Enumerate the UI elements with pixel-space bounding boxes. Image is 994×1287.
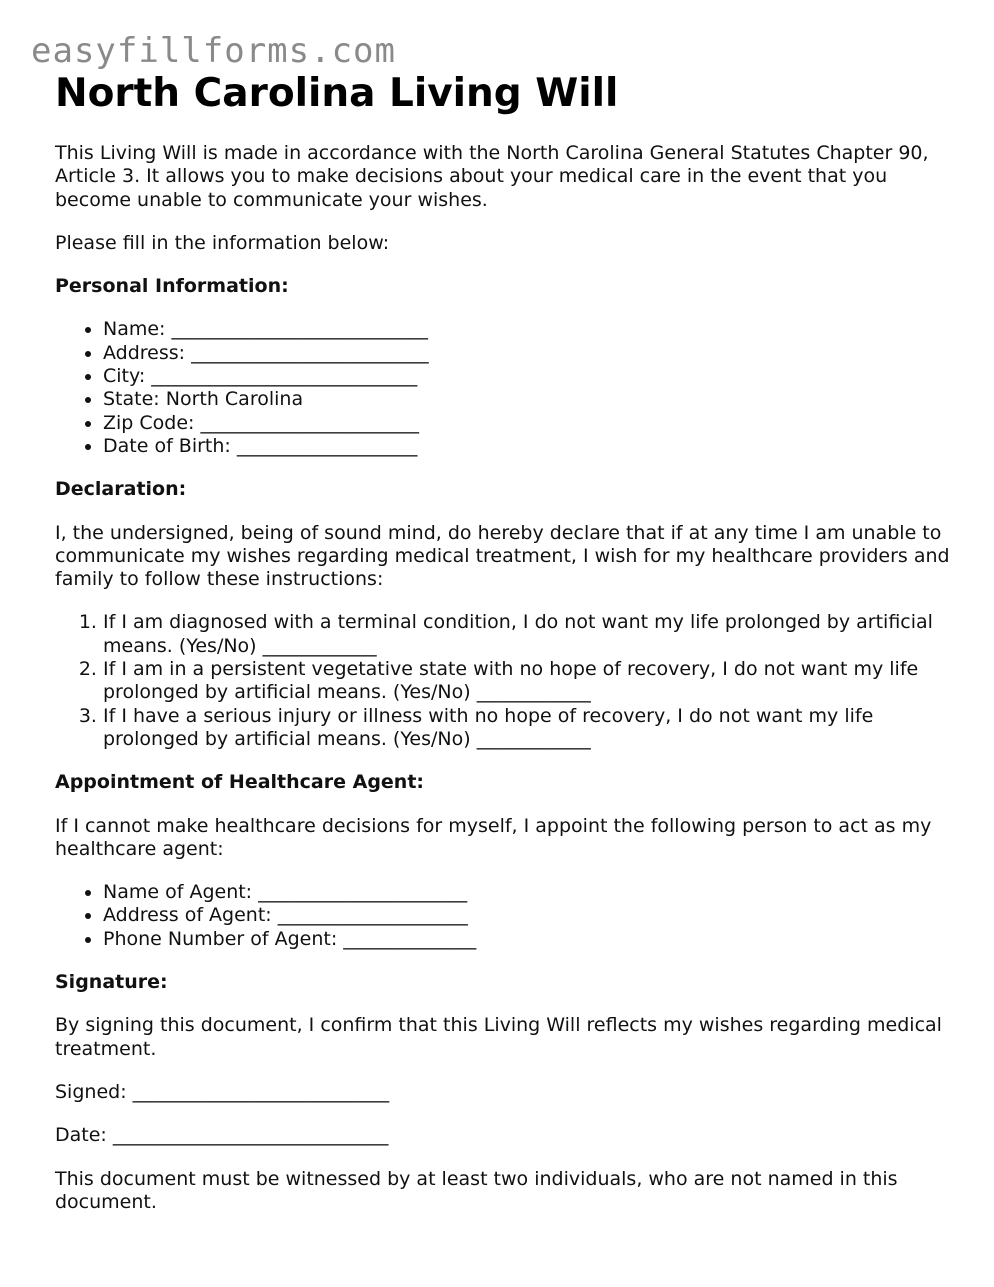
- date-of-birth-field[interactable]: • Date of Birth: ___________________: [103, 435, 950, 458]
- serious-injury-choice[interactable]: 3. If I have a serious injury or illness with no hope of recovery, I do not want my life prolonged by artificial means. (Yes/No) ____________: [103, 705, 950, 752]
- document-page: [55, 70, 950, 1234]
- witness-note: This document must be witnessed by at least two individuals, who are not named in this document.: [55, 1167, 898, 1213]
- declaration-heading: Declaration:: [55, 478, 187, 501]
- watermark: easyfillforms.com: [31, 31, 396, 71]
- instruction-text: Please fill in the information below:: [55, 231, 390, 254]
- vegetative-state-choice[interactable]: 2. If I am in a persistent vegetative state with no hope of recovery, I do not want my life prolonged by artificial means. (Yes/No) ____________: [103, 658, 950, 705]
- document-title: North Carolina Living Will: [55, 71, 619, 116]
- declaration-list: [55, 611, 950, 751]
- date-field[interactable]: Date: _____________________________: [55, 1124, 389, 1147]
- intro-paragraph: This Living Will is made in accordance with the North Carolina General Statutes Chapter 90, Article 3. It allows you to make decisions about your medical care in the event that you become unable to communicate your wishes.: [55, 142, 929, 211]
- signature-heading: Signature:: [55, 971, 168, 994]
- agent-list: [55, 881, 950, 951]
- agent-paragraph: If I cannot make healthcare decisions for myself, I appoint the following person to act as my healthcare agent:: [55, 814, 932, 860]
- agent-phone-field[interactable]: • Phone Number of Agent: ______________: [103, 928, 950, 951]
- name-field[interactable]: • Name: ___________________________: [103, 318, 950, 341]
- city-field[interactable]: • City: ____________________________: [103, 365, 950, 388]
- agent-heading: Appointment of Healthcare Agent:: [55, 771, 425, 794]
- terminal-condition-choice[interactable]: 1. If I am diagnosed with a terminal condition, I do not want my life prolonged by artificial means. (Yes/No) ____________: [103, 611, 950, 658]
- declaration-paragraph: I, the undersigned, being of sound mind, do hereby declare that if at any time I am unable to communicate my wishes regarding medical treatment, I wish for my healthcare providers and family to follow these instructions:: [55, 521, 950, 591]
- personal-info-heading: Personal Information:: [55, 275, 289, 298]
- agent-address-field[interactable]: • Address of Agent: ____________________: [103, 904, 950, 927]
- agent-name-field[interactable]: • Name of Agent: ______________________: [103, 881, 950, 904]
- personal-info-list: [55, 318, 950, 458]
- state-field: • State: North Carolina: [103, 388, 950, 411]
- zip-code-field[interactable]: • Zip Code: _______________________: [103, 412, 950, 435]
- address-field[interactable]: • Address: _________________________: [103, 342, 950, 365]
- signed-field[interactable]: Signed: ___________________________: [55, 1080, 390, 1103]
- signature-paragraph: By signing this document, I confirm that this Living Will reflects my wishes regarding medical treatment.: [55, 1014, 942, 1060]
